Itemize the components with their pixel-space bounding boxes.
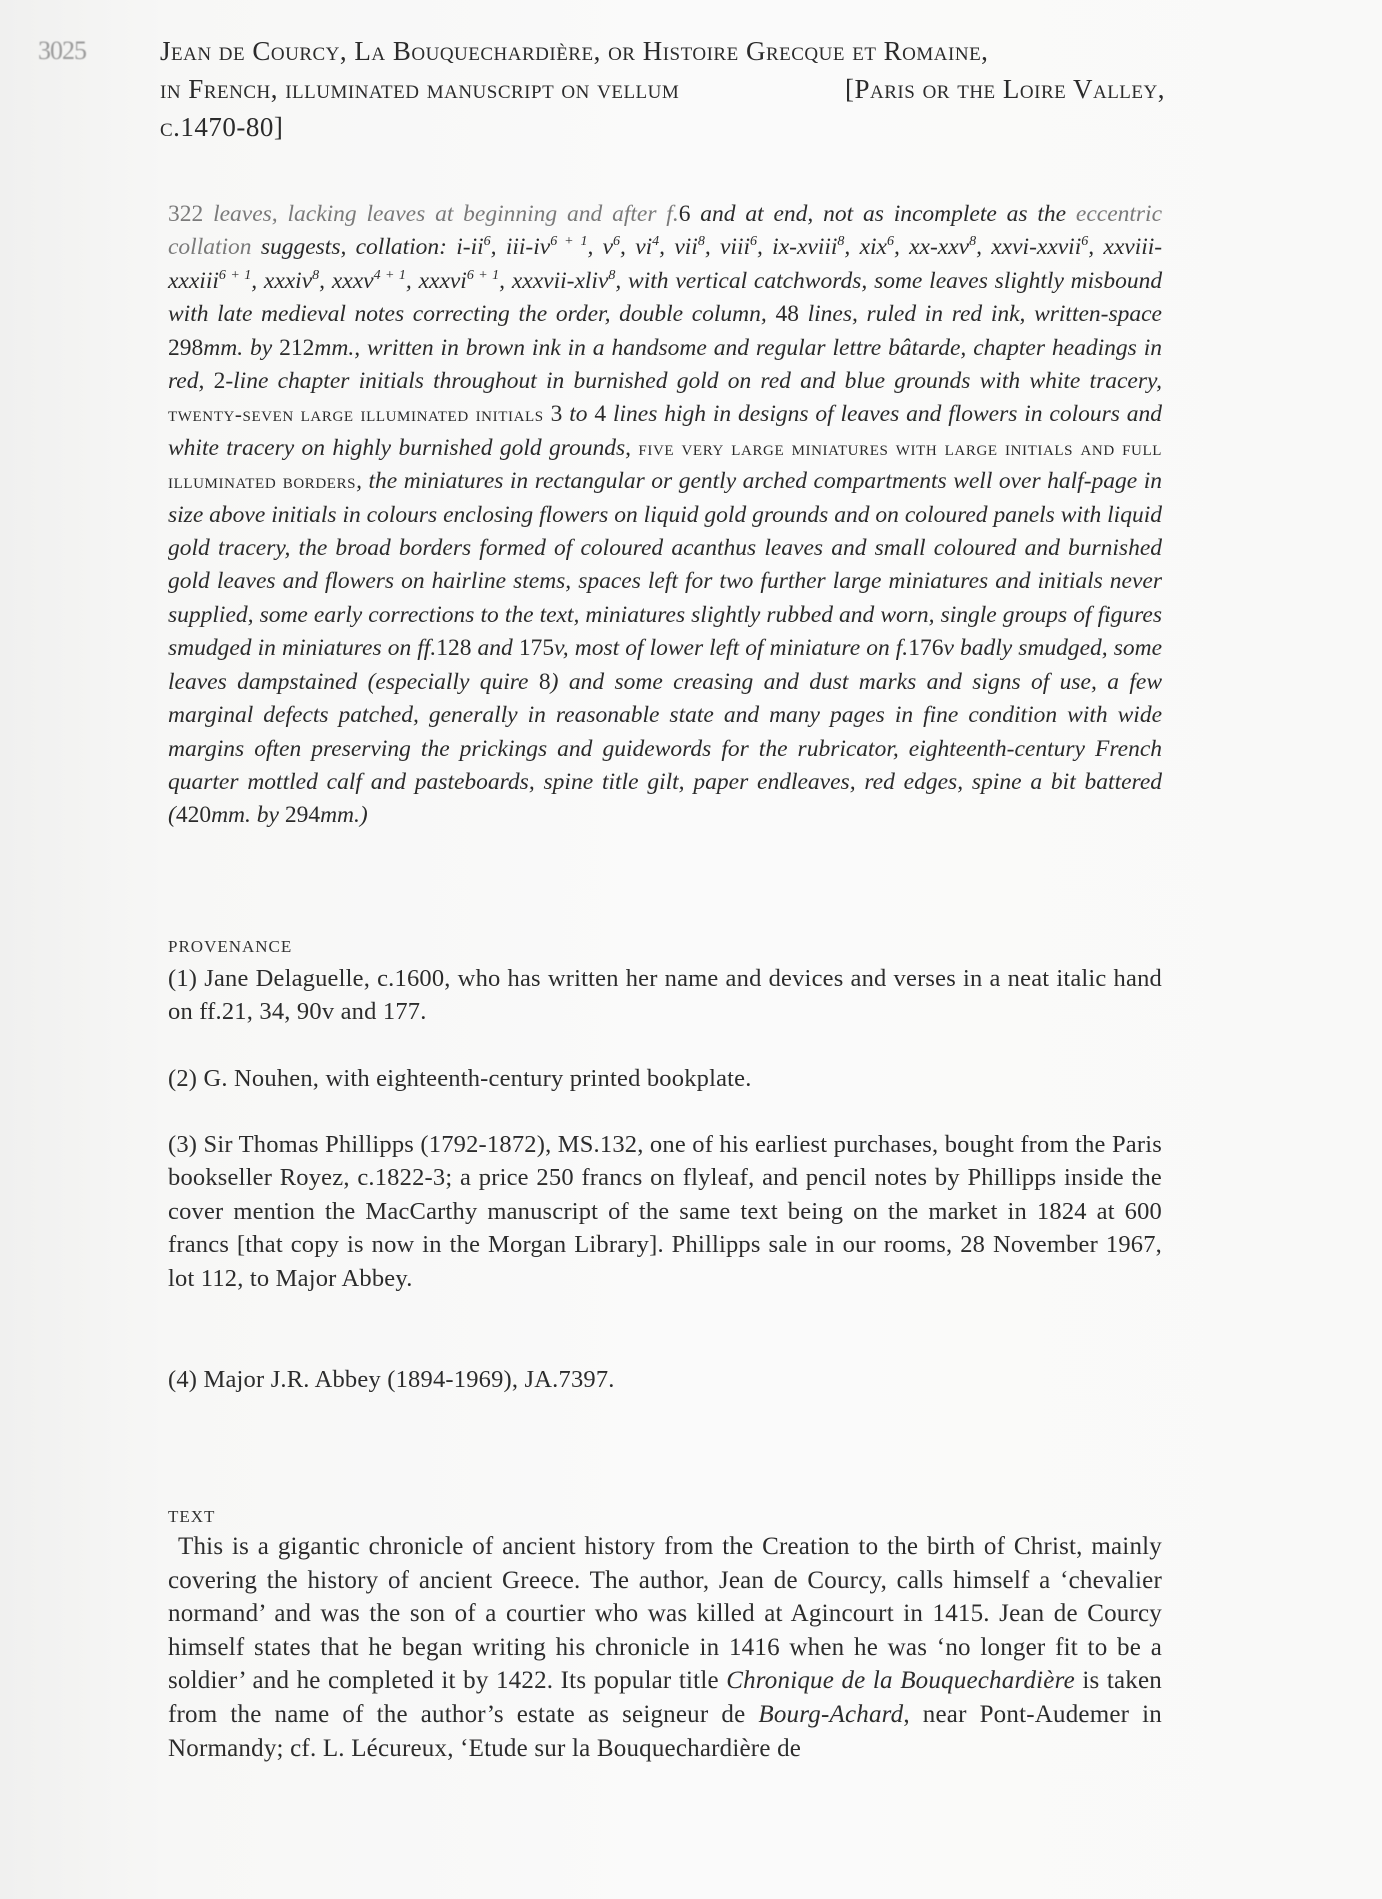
lot-number: 3025 (38, 36, 86, 65)
collation-count: 4 (652, 234, 660, 250)
collation-quire: xix (859, 234, 887, 261)
desc-text: ) and some creasing and dust marks and signs of use, a few marginal defects patched, generally in reasonable state and many pages in fine condition with wide margins often preserving the prickings and guidewords for the rubricator, eighteenth-century French quarter mottled calf and pasteboards, spine title gilt, paper endleaves, red edges, spine a bit battered ( (168, 668, 1162, 829)
desc-number: 2 (213, 368, 226, 395)
desc-number: 176 (908, 635, 944, 662)
desc-text: mm.) (320, 802, 368, 829)
desc-text: lines high in designs of leaves and flowers in colours and white tracery on highly burnished gold grounds, (168, 401, 1163, 461)
text-heading: TEXT (168, 1507, 216, 1526)
heading-date: c.1470-80] (160, 112, 284, 142)
collation-formula: $i-ii^6$, iii-$iv^{6 + 1}$, $v^6$, $vi^4$, vii$^8$, viii$^6$, ix-xviii$^8$, xix$^6$, xx-xxv$^8$, xxvi-xxvii$^6$, xxviii-xxxiii$^{6 + 1}$, xxxiv$^8$, xxxv$^{4 + 1}$, xxxvi$^{6 + 1}$, xxxvii-xliv$^8$ (168, 234, 1163, 294)
leaf-count: 322 (168, 201, 214, 227)
collation-count: 6 (483, 234, 491, 250)
collation-quire: viii (719, 234, 751, 261)
desc-number: 4 (587, 401, 613, 428)
text-body: , near Pont-Audemer in Normandy; cf. L. Lécureux, ‘Etude sur la Bouquechardière de (168, 1700, 1162, 1762)
desc-number: 212 (279, 334, 315, 361)
desc-text: to (569, 401, 588, 428)
text-body: This is a gigantic chronicle of ancient history from the Creation to the birth of Christ, mainly covering the history of ancient Greece. The author, Jean de Courcy, calls himself a ‘chevalier normand’ and was the son of a courtier who was killed at Agincourt in 1415. Jean de Courcy himself states that he began writing his chronicle in 1416 when he was ‘no longer fit to be a soldier’ and he completed it by 1422. Its popular title (168, 1533, 1162, 1695)
heading-medium: in French, illuminated manuscript on vellum (160, 74, 680, 104)
heading-line-1: Jean de Courcy, La Bouquechardière, or Histoire Grecque et Romaine, (160, 36, 989, 66)
desc-smallcaps: five very large miniatures with large initials and full illuminated borders (168, 435, 1162, 494)
collation-quire: xxvi-xxvii (991, 234, 1082, 261)
collation-quire: xx-xxv (909, 234, 970, 261)
desc-text: -line chapter initials throughout in burnished gold on red and blue grounds with white tracery, (225, 368, 1162, 395)
physical-description (168, 198, 1162, 833)
collation-count: 6 (886, 234, 894, 250)
collation-count: 8 (969, 234, 977, 250)
collation-quire: iii-iv (505, 234, 551, 261)
collation-count: 8 (837, 234, 845, 250)
collation-count: 4 + 1 (373, 267, 406, 283)
collation-quire: vii (674, 234, 698, 261)
desc-text: and (471, 635, 519, 662)
provenance-entry: (4) Major J.R. Abbey (1894-1969), JA.7397. (168, 1366, 615, 1393)
text-body: is taken from the name of the author’s estate as seigneur de (168, 1667, 1162, 1728)
heading-origin: [Paris or the Loire Valley, (845, 74, 1165, 104)
collation-quire: ix-xviii (772, 234, 838, 261)
desc-text: , the miniatures in rectangular or gently arched compartments well over half-page in size above initials in colours enclosing flowers on liquid gold grounds and on coloured panels with liquid gold tracery, the broad borders formed of coloured acanthus leaves and small coloured and burnished gold leaves and flowers on hairline stems, spaces left for two further large miniatures and initials never supplied, some early corrections to the text, miniatures slightly rubbed and worn, single groups of figures smudged in miniatures on ff. (168, 468, 1162, 662)
desc-text: mm., written in brown ink in a handsome and regular lettre bâtarde, chapter headings in red, (168, 334, 1163, 395)
desc-number: 420 (175, 802, 212, 829)
provenance-entry: (1) Jane Delaguelle, c.1600, who has written her name and devices and verses in a neat italic hand on ff.21, 34, 90v and 177. (168, 965, 1162, 1026)
desc-text: suggests, collation: (251, 234, 457, 261)
collation-count: 8 (697, 234, 705, 250)
desc-text: mm. by (211, 802, 285, 829)
collation-quire: i-ii (456, 234, 484, 261)
collation-quire: xxxv (331, 267, 374, 294)
collation-quire: vi (635, 234, 653, 261)
collation-count: 6 (750, 234, 758, 250)
work-title: Chronique de la Bouquechardière (726, 1667, 1075, 1695)
desc-number: 294 (284, 802, 321, 829)
desc-number: 3 (543, 401, 570, 428)
collation-quire: xxxvi (418, 267, 467, 294)
desc-text: leaves, lacking leaves at beginning and after f. (213, 201, 679, 227)
collation-count: 6 + 1 (466, 267, 500, 283)
collation-count: 6 (613, 234, 621, 250)
collation-count: 6 + 1 (550, 234, 588, 250)
collation-count: 6 + 1 (218, 267, 252, 283)
heading-line-2 (160, 70, 1165, 108)
collation-quire: xxviii-xxxiii (168, 234, 1163, 294)
collation-count: 8 (312, 267, 320, 283)
lot-heading (160, 32, 1165, 146)
desc-number: 8 (538, 668, 551, 695)
desc-text: v, most of lower left of miniature on f. (554, 635, 909, 662)
collation-quire: v (602, 234, 614, 261)
desc-text: mm. by (203, 334, 280, 361)
desc-number: 128 (436, 635, 472, 662)
place-name: Bourg-Achard (758, 1700, 904, 1728)
provenance-entry: (2) G. Nouhen, with eighteenth-century printed bookplate. (168, 1065, 752, 1092)
desc-number: 298 (168, 334, 204, 361)
desc-number: 6 (678, 201, 691, 227)
desc-number: 48 (775, 301, 799, 328)
desc-text: v badly smudged, some leaves dampstained (especially quire (168, 635, 1163, 695)
provenance-entry: (3) Sir Thomas Phillipps (1792-1872), MS.132, one of his earliest purchases, bought from the Paris bookseller Royez, c.1822-3; a price 250 francs on flyleaf, and pencil notes by Phillipps inside the cover mention the MacCarthy manuscript of the same text being on the market in 1824 at 600 francs [that copy is now in the Morgan Library]. Phillipps sale in our rooms, 28 November 1967, lot 112, to Major Abbey. (168, 1131, 1162, 1292)
desc-number: 175 (518, 635, 555, 662)
collation-quire: xxxiv (263, 267, 313, 294)
desc-text: and at end, not as incomplete as the (690, 201, 1076, 227)
provenance-heading: PROVENANCE (168, 937, 293, 956)
text-paragraph (168, 1530, 1162, 1765)
desc-text: eccentric collation (168, 201, 1163, 261)
desc-smallcaps: twenty-seven large illuminated initials (168, 402, 544, 427)
collation-quire: xxxvii-xliv (511, 267, 609, 294)
desc-text: lines, ruled in red ink, written-space (798, 301, 1162, 328)
collation-count: 8 (608, 267, 616, 283)
desc-text: , with vertical catchwords, some leaves slightly misbound with late medieval notes correcting the order, double column, (168, 267, 1163, 328)
collation-count: 6 (1081, 234, 1089, 250)
